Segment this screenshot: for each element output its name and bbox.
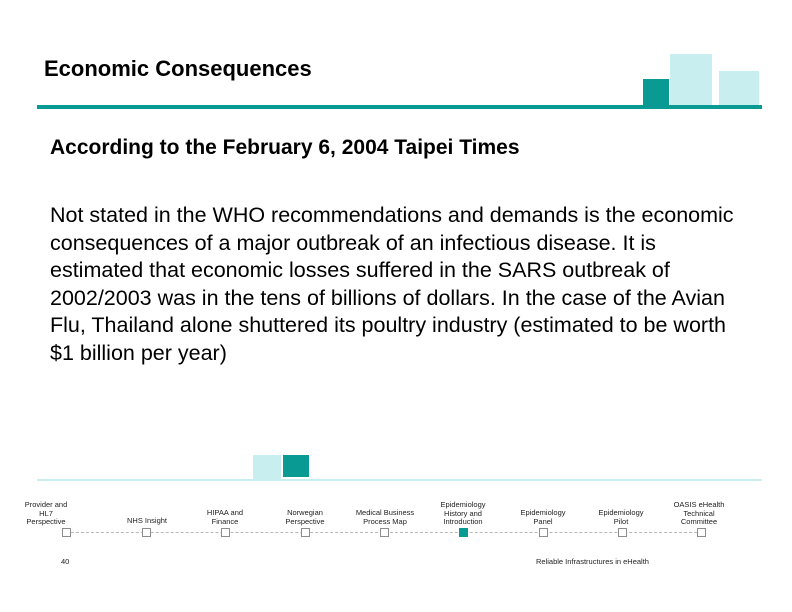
nav-label-epidemiology-pilot[interactable]: Epidemiology Pilot: [598, 508, 644, 526]
nav-label-epidemiology-history[interactable]: Epidemiology History and Introduction: [440, 500, 486, 526]
header-square-dark: [643, 79, 669, 105]
nav-label-hipaa[interactable]: HIPAA and Finance: [206, 508, 244, 526]
nav-box-norwegian[interactable]: [301, 528, 310, 537]
slide-title: Economic Consequences: [44, 56, 312, 81]
nav-label-norwegian[interactable]: Norwegian Perspective: [285, 508, 325, 526]
page-number: 40: [61, 557, 70, 566]
nav-label-oasis[interactable]: OASIS eHealth Technical Committee: [673, 500, 725, 526]
footer-caption: Reliable Infrastructures in eHealth: [536, 557, 649, 566]
nav-label-epidemiology-panel[interactable]: Epidemiology Panel: [520, 508, 566, 526]
nav-label-nhs[interactable]: NHS Insight: [126, 516, 168, 525]
nav-label-medical-business[interactable]: Medical Business Process Map: [355, 508, 415, 526]
nav-square-light: [253, 455, 281, 481]
nav-rule: [37, 479, 762, 481]
header-square-light-large: [670, 54, 712, 105]
nav-box-epidemiology-pilot[interactable]: [618, 528, 627, 537]
nav-box-epidemiology-panel[interactable]: [539, 528, 548, 537]
nav-box-medical-business[interactable]: [380, 528, 389, 537]
nav-box-provider[interactable]: [62, 528, 71, 537]
nav-square-dark: [283, 455, 309, 477]
header-square-light-small: [719, 71, 759, 105]
nav-box-nhs[interactable]: [142, 528, 151, 537]
title-rule: [37, 105, 762, 109]
nav-box-epidemiology-history-active[interactable]: [459, 528, 468, 537]
nav-box-hipaa[interactable]: [221, 528, 230, 537]
nav-box-oasis[interactable]: [697, 528, 706, 537]
slide-subtitle: According to the February 6, 2004 Taipei Times: [50, 136, 520, 159]
slide-body: [50, 202, 755, 367]
body-paragraph: Not stated in the WHO recommendations and demands is the economic consequences of a major outbreak of an infectious disease. It is estimated that economic losses suffered in the SARS outbreak of 2002/2003 was in the tens of billions of dollars. In the case of the Avian Flu, Thailand alone shuttered its poultry industry (estimated to be worth $1 billion per year): [50, 203, 734, 365]
nav-label-provider[interactable]: Provider and HL7 Perspective: [24, 500, 68, 526]
